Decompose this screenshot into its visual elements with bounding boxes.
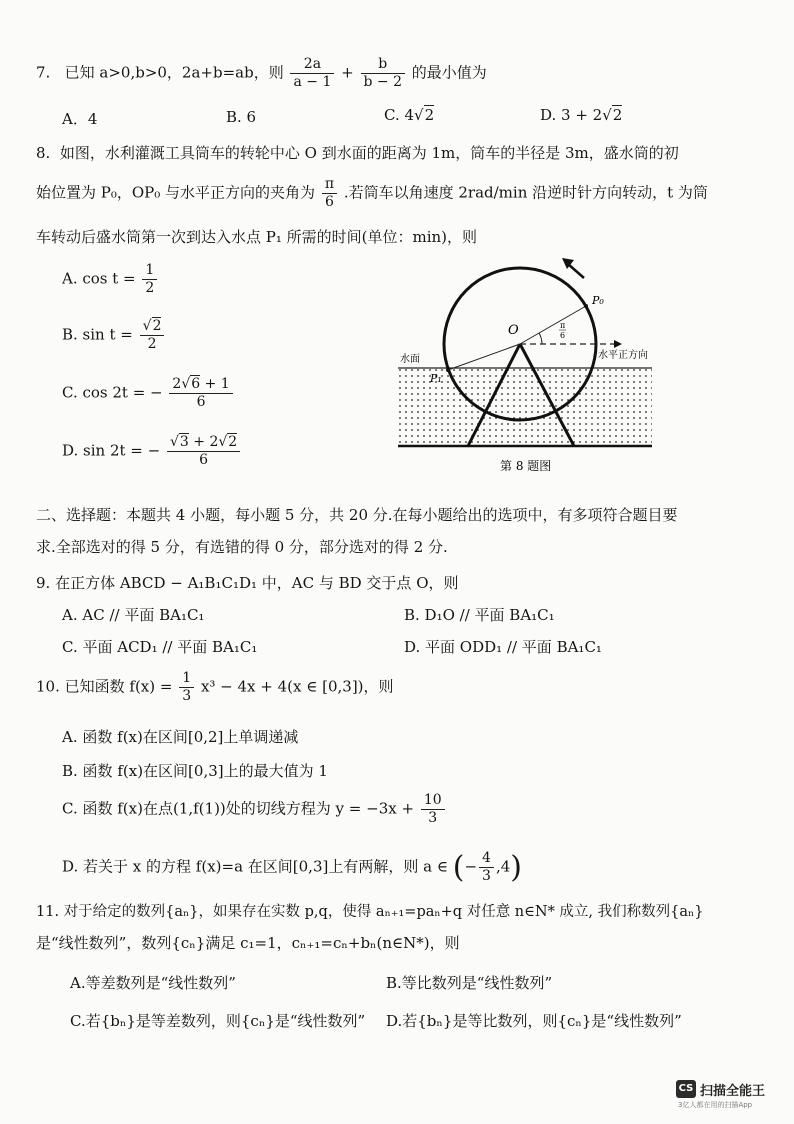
q11-option-c: C.若{bₙ}是等差数列，则{cₙ}是“线性数列”	[70, 1012, 366, 1030]
section2-line1: 二、选择题：本题共 4 小题，每小题 5 分，共 20 分.在每小题给出的选项中，有多项符合题目要	[36, 506, 678, 524]
q8-line2: 始位置为 P₀，OP₀ 与水平正方向的夹角为 $\frac{\pi}{6}$ .若筒车以角速度 2rad/min 沿逆时针方向转动，t 为筒	[36, 176, 708, 210]
q7-stem: 7. 已知 a>0,b>0，2a+b=ab，则 $\frac{2a}{a - 1}$ + $\frac{b}{b - 2}$ 的最小值为	[36, 56, 487, 90]
q7-option-a: A．4	[62, 110, 98, 128]
q10-option-b: B. 函数 f(x)在区间[0,3]上的最大值为 1	[62, 762, 328, 780]
q8-line3: 车转动后盛水筒第一次到达入水点 P₁ 所需的时间(单位：min)，则	[36, 228, 478, 246]
scanner-brand: 扫描全能王	[700, 1084, 766, 1099]
point-p0	[584, 304, 588, 308]
q11-option-a: A.等差数列是“线性数列”	[70, 974, 236, 992]
label-angle-num: π	[560, 321, 566, 330]
rotation-arrow-line	[568, 264, 584, 278]
q9-option-b: B. D₁O // 平面 BA₁C₁	[404, 606, 555, 624]
q10-option-a: A. 函数 f(x)在区间[0,2]上单调递减	[62, 728, 299, 746]
scanner-logo-icon: CS	[676, 1080, 696, 1098]
scanner-tagline: 3亿人都在用的扫描App	[678, 1101, 753, 1109]
q8-line1: 8. 如图，水利灌溉工具筒车的转轮中心 O 到水面的距离为 1m，筒车的半径是 3m，盛水筒的初	[36, 144, 679, 162]
waterwheel-figure	[392, 248, 662, 478]
label-water: 水面	[400, 354, 420, 365]
scanner-watermark	[676, 1078, 788, 1114]
label-p0: P₀	[592, 294, 604, 307]
q11-line1: 11. 对于给定的数列{aₙ}，如果存在实数 p,q，使得 aₙ₊₁=paₙ+q 对任意 n∈N* 成立, 我们称数列{aₙ}	[36, 904, 704, 920]
q8-option-d: D. sin 2t = − $\frac{√3 + 2√2}{6}$	[62, 434, 242, 469]
radius-op0	[520, 306, 586, 344]
q11-option-d: D.若{bₙ}是等比数列，则{cₙ}是“线性数列”	[386, 1012, 682, 1030]
q9-option-c: C. 平面 ACD₁ // 平面 BA₁C₁	[62, 638, 258, 656]
q7-option-b: B. 6	[226, 108, 257, 126]
point-p1	[446, 368, 450, 372]
section2-line2: 求.全部选对的得 5 分，有选错的得 0 分，部分选对的得 2 分.	[36, 538, 448, 556]
figure-caption: 第 8 题图	[500, 459, 552, 473]
q9-stem: 9. 在正方体 ABCD − A₁B₁C₁D₁ 中，AC 与 BD 交于点 O，则	[36, 574, 459, 592]
q7-option-c: C. 4√2	[384, 106, 435, 124]
label-o: O	[508, 323, 519, 338]
q11-line2: 是“线性数列”，数列{cₙ}满足 c₁=1，cₙ₊₁=cₙ+bₙ(n∈N*)，则	[36, 934, 460, 952]
label-p1: P₁	[430, 372, 442, 385]
q8-option-b: B. sin t = $\frac{√2}{2}$	[62, 318, 166, 353]
q10-option-d: D. 若关于 x 的方程 f(x)=a 在区间[0,3]上有两解，则 a ∈ (− $\frac{4}{3}$ ,4)	[62, 850, 522, 885]
q9-option-d: D. 平面 ODD₁ // 平面 BA₁C₁	[404, 638, 602, 656]
label-horizontal: 水平正方向	[598, 350, 648, 361]
q7-option-d: D. 3 + 2√2	[540, 106, 623, 124]
q8-option-a: A. cos t = $\frac{1}{2}$	[62, 262, 159, 297]
q11-option-b: B.等比数列是“线性数列”	[386, 974, 553, 992]
label-angle-den: 6	[560, 331, 566, 340]
q10-stem: 10. 已知函数 f(x) = $\frac{1}{3}$ x³ − 4x + 4(x ∈ [0,3])，则	[36, 670, 394, 704]
angle-arc	[539, 333, 542, 344]
q10-option-c: C. 函数 f(x)在点(1,f(1))处的切线方程为 y = −3x + $\frac{10}{3}$	[62, 792, 447, 827]
q9-option-a: A. AC // 平面 BA₁C₁	[62, 606, 205, 624]
q8-option-c: C. cos 2t = − $\frac{2√6 + 1}{6}$	[62, 376, 235, 411]
arrow-head-icon	[614, 340, 622, 348]
